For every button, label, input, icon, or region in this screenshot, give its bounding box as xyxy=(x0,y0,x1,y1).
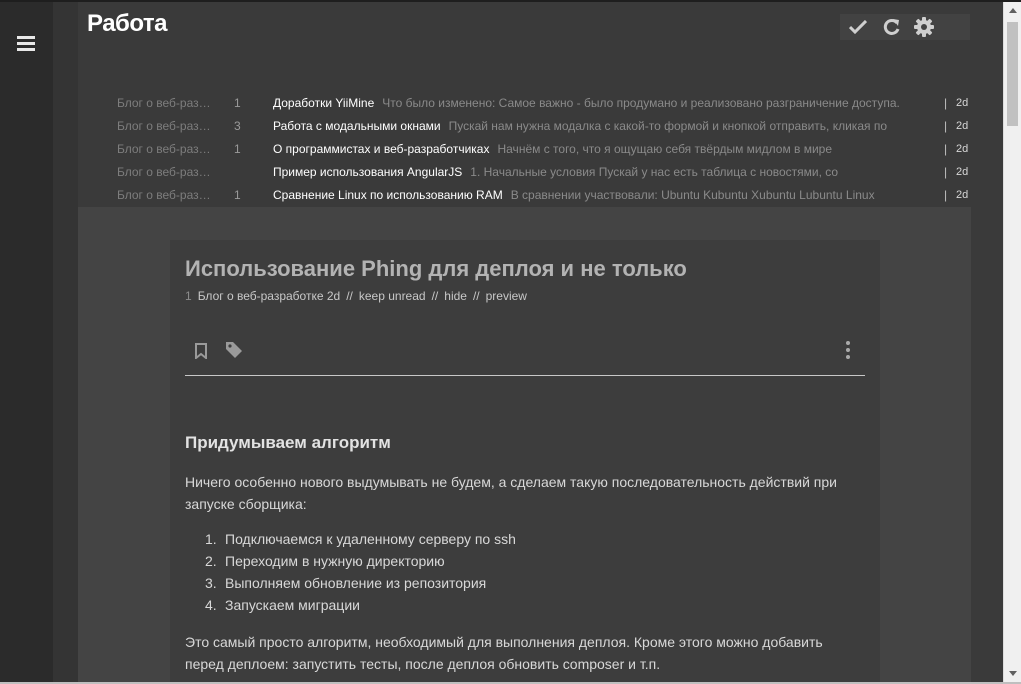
feed-snippet: Начнём с того, что я ощущаю себя твёрдым мидлом в мире xyxy=(497,142,833,156)
list-item: 4. Запускаем миграции xyxy=(205,597,360,613)
meta-separator: // xyxy=(472,289,480,303)
article-card xyxy=(170,240,880,682)
vertical-scrollbar[interactable] xyxy=(1003,2,1021,682)
meta-separator: // xyxy=(346,289,353,303)
feed-source: Блог о веб-раз… xyxy=(117,142,211,156)
article-count: 1 xyxy=(185,289,192,303)
page-title: Работа xyxy=(87,10,168,37)
feed-count: 1 xyxy=(234,96,241,110)
scroll-down-icon[interactable] xyxy=(1009,671,1017,676)
article-actions xyxy=(195,341,243,364)
feed-count: 1 xyxy=(234,142,241,156)
feed-count: 3 xyxy=(234,119,241,133)
feed-title: О программистах и веб-разработчиках xyxy=(273,142,490,156)
toolbar xyxy=(840,14,970,40)
tag-icon[interactable] xyxy=(225,341,243,359)
feed-title: Пример использования AngularJS xyxy=(273,165,463,179)
feed-snippet: В сравнении участвовали: Ubuntu Kubuntu Xubuntu Lubuntu Linux xyxy=(510,188,875,202)
article-heading: Придумываем алгоритм xyxy=(185,433,391,452)
article-source-link[interactable]: Блог о веб-разработке 2d xyxy=(197,289,341,303)
feed-row[interactable] xyxy=(0,138,1003,161)
feed-age: 2d xyxy=(956,97,969,109)
feed-source: Блог о веб-раз… xyxy=(117,96,211,110)
scroll-up-icon[interactable] xyxy=(1009,8,1017,13)
list-item: 1. Подключаемся к удаленному серверу по ssh xyxy=(205,531,516,547)
article-meta xyxy=(185,289,527,303)
refresh-icon[interactable] xyxy=(882,17,902,37)
feed-snippet: 1. Начальные условия Пускай у нас есть таблица с новостями, со xyxy=(470,165,839,179)
feed-pipe: | xyxy=(944,96,948,110)
feed-age: 2d xyxy=(956,143,969,155)
feed-age: 2d xyxy=(956,166,969,178)
feed-snippet: Что было изменено: Самое важно - было продумано и реализовано разграничение доступа. xyxy=(382,96,900,110)
feed-source: Блог о веб-раз… xyxy=(117,165,211,179)
scrollbar-thumb[interactable] xyxy=(1007,22,1018,126)
feed-row[interactable] xyxy=(0,184,1003,207)
feed-age: 2d xyxy=(956,120,969,132)
hamburger-menu-icon[interactable] xyxy=(17,36,35,50)
bookmark-icon[interactable] xyxy=(195,343,207,359)
feed-snippet: Пускай нам нужна модалка с какой-то формой и кнопкой отправить, кликая по xyxy=(448,119,887,133)
feed-row[interactable] xyxy=(0,161,1003,184)
feed-row[interactable] xyxy=(0,115,1003,138)
feed-count: 1 xyxy=(234,188,241,202)
feed-title: Сравнение Linux по использованию RAM xyxy=(273,188,503,202)
preview-link[interactable]: preview xyxy=(485,289,527,303)
article-paragraph: Ничего особенно нового выдумывать не будем, а сделаем такую последовательность действий при запуске сборщика: xyxy=(185,474,837,512)
feed-source: Блог о веб-раз… xyxy=(117,188,211,202)
article-steps-list xyxy=(185,528,516,616)
feed-title: Работа с модальными окнами xyxy=(273,119,441,133)
feed-title: Доработки YiiMine xyxy=(273,96,375,110)
feed-source: Блог о веб-раз… xyxy=(117,119,211,133)
feed-pipe: | xyxy=(944,188,948,202)
check-icon[interactable] xyxy=(848,17,868,37)
article-title[interactable]: Использование Phing для деплоя и не только xyxy=(185,256,687,281)
list-item: 2. Переходим в нужную директорию xyxy=(205,553,445,569)
gear-icon[interactable] xyxy=(914,17,934,37)
article-paragraph: Это самый просто алгоритм, необходимый для выполнения деплоя. Кроме этого можно добавить перед деплоем: запустить тесты, после деплоя обновить composer и т.п. xyxy=(185,634,823,672)
feed-row[interactable] xyxy=(0,92,1003,115)
more-options-icon[interactable] xyxy=(846,341,850,362)
hide-link[interactable]: hide xyxy=(444,289,467,303)
feed-pipe: | xyxy=(944,119,948,133)
feed-pipe: | xyxy=(944,165,948,179)
keep-unread-link[interactable]: keep unread xyxy=(358,289,426,303)
article-divider xyxy=(185,375,865,376)
feed-age: 2d xyxy=(956,189,969,201)
feed-pipe: | xyxy=(944,142,948,156)
list-item: 3. Выполняем обновление из репозитория xyxy=(205,575,487,591)
meta-separator: // xyxy=(431,289,439,303)
